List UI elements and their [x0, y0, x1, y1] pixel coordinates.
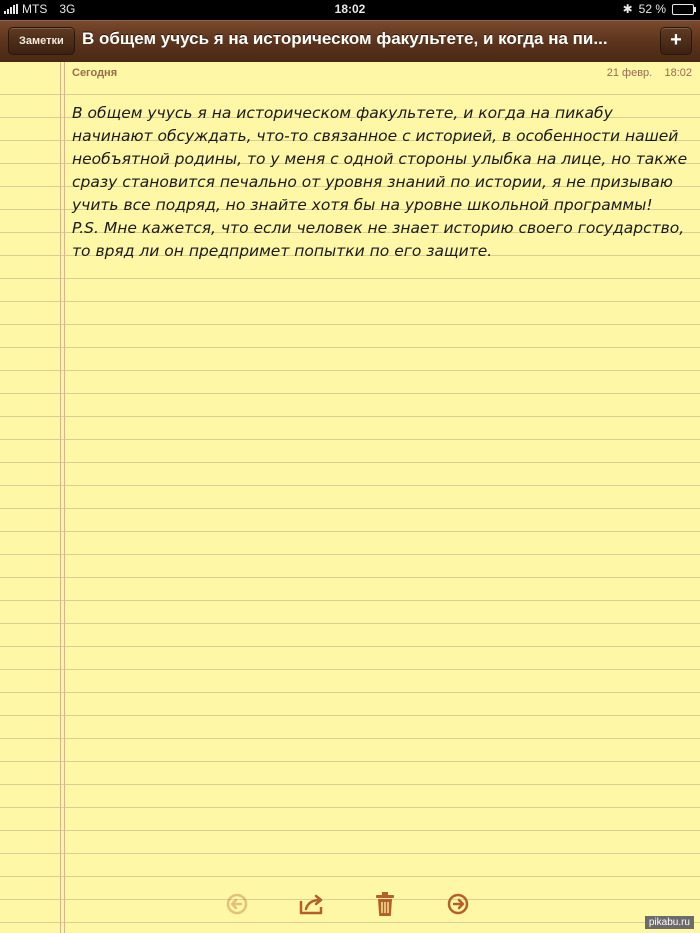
network-label: 3G: [59, 2, 76, 16]
note-actions: [0, 890, 700, 926]
date-today-label: Сегодня: [72, 67, 118, 79]
share-button[interactable]: [298, 890, 326, 918]
note-date: 21 февр.: [606, 67, 653, 79]
status-bar: [0, 0, 700, 20]
note-paragraph: В общем учусь я на историческом факультете, и когда на пикабу начинают обсуждать, что-то связанное с историей, в особенности нашей необъятной родины, то у меня с одной стороны улыбка на лице, но также сразу становится печально от уровня знаний по истории, я не призываю учить все подряд, но знайте хотя бы на уровне школьной программы!: [72, 104, 688, 214]
note-time: 18:02: [664, 67, 692, 79]
notes-back-button[interactable]: Заметки: [8, 27, 75, 55]
battery-label: 52 %: [638, 2, 666, 16]
status-time: 18:02: [334, 2, 366, 16]
note-title: В общем учусь я на историческом факультете, и когда на пи...: [82, 29, 608, 48]
previous-note-button[interactable]: [223, 890, 251, 918]
carrier-label: MTS: [22, 2, 48, 16]
watermark: pikabu.ru: [645, 916, 694, 929]
bluetooth-icon: ✱: [622, 2, 633, 16]
note-paragraph: P.S. Мне кажется, что если человек не знает историю своего государство, то вряд ли он предпримет попытки по его защите.: [72, 219, 685, 260]
share-icon: [298, 892, 326, 916]
note-paper[interactable]: [0, 62, 700, 933]
status-right: [623, 2, 694, 16]
next-note-button[interactable]: [444, 890, 472, 918]
note-body[interactable]: [72, 102, 690, 263]
delete-button[interactable]: [371, 890, 399, 918]
note-timestamp: [607, 67, 692, 79]
next-icon: [446, 892, 470, 916]
trash-icon: [374, 891, 396, 917]
notes-toolbar: [0, 20, 700, 64]
previous-icon: [225, 892, 249, 916]
add-note-button[interactable]: +: [660, 27, 692, 55]
battery-icon: [672, 4, 694, 15]
